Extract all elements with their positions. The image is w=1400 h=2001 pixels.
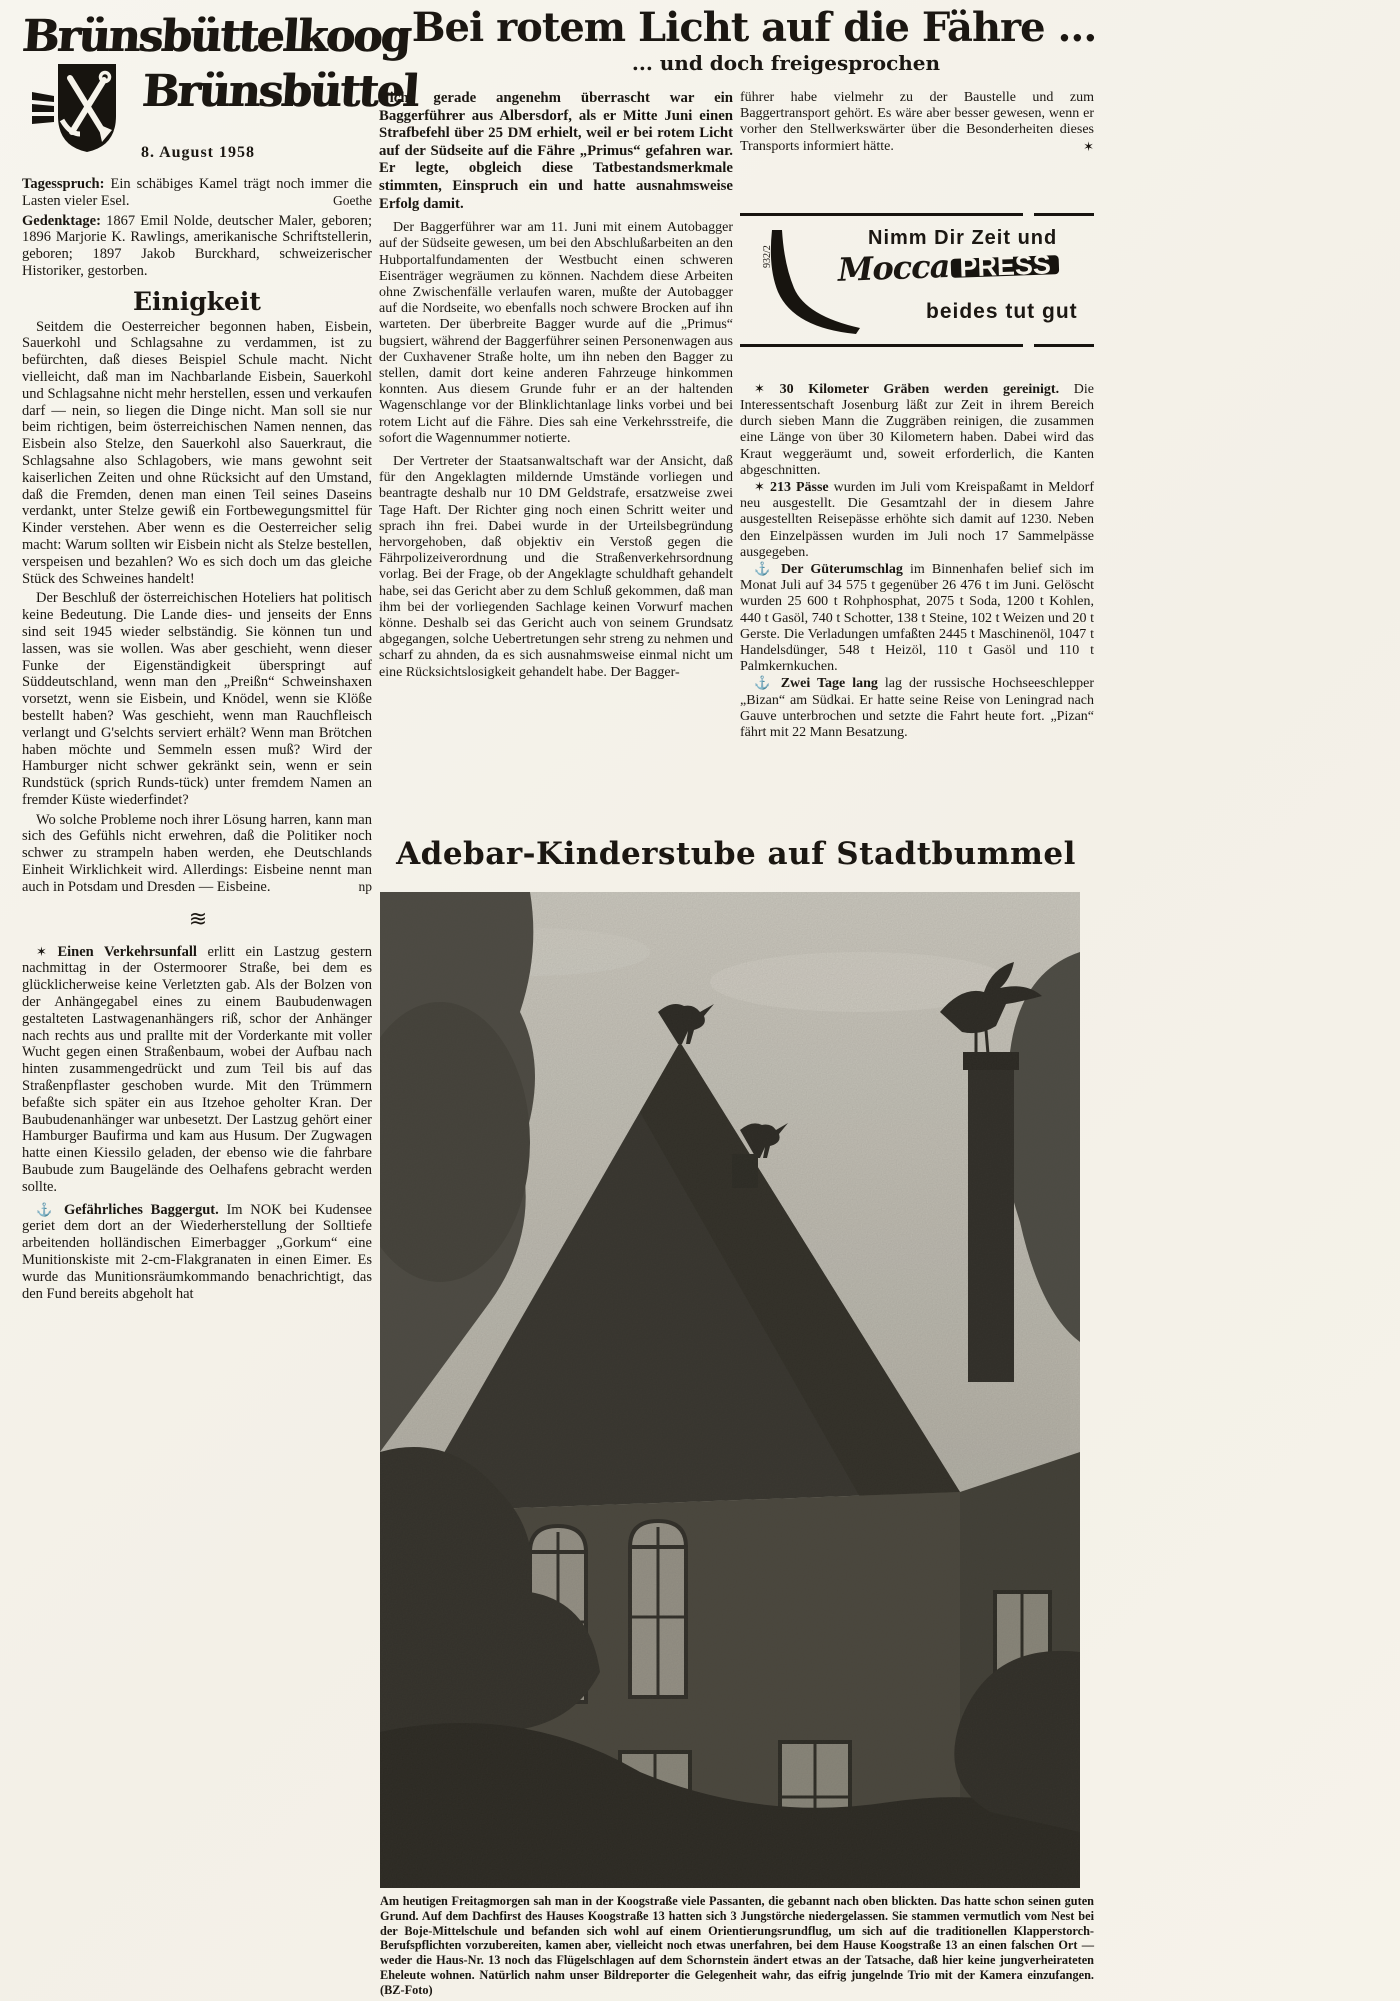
news-item-text: erlitt ein Lastzug gestern nachmittag in der Ostermoorer Straße, bei dem es glücklicherweise keine Verletzten gab. Als der Bolzen von der Anhängegabel eines zu einem Baubudenwagen gestalteten Lastwagenanhängers riß, schor der Anhänger nach rechts aus und prallte mit der Vorderkante mit voller Wucht gegen einen Straßenbaum, wobei der Aufbau nach hinten zusammengedrückt und zum Teil bis auf das Straßenpflaster geschoben wurde. Mit den Trümmern befaßte sich später ein aus Itzehoe geholter Kran. Der Baubudenanhänger war unbesetzt. Der Lastzug gehört einer Hamburger Baufirma und kam aus Husum. Der Zugwagen hatte einen Kiessilo geladen, der ebenso wie die fahrbare Baubude zum Baugelände des Oelhafens gebracht werden sollte.: [22, 943, 373, 1195]
masthead-title-line1: Brünsbüttelkoog: [20, 11, 412, 62]
article-title-einigkeit: Einigkeit: [133, 286, 261, 316]
news-item-baggergut: [22, 1202, 372, 1303]
news-item-text: im Binnenhafen belief sich im Monat Juli auf 34 575 t gegenüber 26 476 t im Juni. Gelöscht wurden 25 600 t Rohphosphat, 2075 t Soda, 1200 t Kohlen, 440 t Gasöl, 740 t Schotter, 138 t Steine, 102 t Weizen und 20 t Gerste. Die Verladungen umfaßten 2445 t Maschinenöl, 1047 t Handelsdünger, 548 t Heizöl, 110 t Gasöl und 110 t Palmkernkuchen.: [740, 562, 1095, 675]
photo-credit: (BZ-Foto): [380, 1982, 433, 1997]
news-item-gueterumschlag: [740, 561, 1094, 675]
anchor-icon: ⚓: [754, 561, 774, 577]
ferry-article-column-2: [740, 90, 1094, 741]
news-item-schlepper: [740, 675, 1094, 741]
ad-code: 932/2: [762, 245, 773, 268]
einigkeit-paragraph-3: [22, 812, 372, 896]
ferry-lead-paragraph: Nicht gerade angenehm überrascht war ein Baggerführer aus Albersdorf, als er Mitte Juni einen Strafbefehl über 25 DM erhielt, weil er bei rotem Licht auf der Südseite auf die Fähre „Primus“ gefahren war. Er legte, obgleich diese Tatbestandsmerkmale stimmten, Einspruch ein und hatte ausnahmsweise Erfolg damit.: [379, 90, 733, 212]
sub-headline: ... und doch freigesprochen: [631, 51, 941, 75]
news-item-lead: Zwei Tage lang: [780, 676, 878, 692]
stork-headline: Adebar-Kinderstube auf Stadtbummel: [396, 836, 1076, 872]
einigkeit-paragraph-1: Seitdem die Oesterreicher begonnen haben, Eisbein, Sauerkohl und Schlagsahne zu verdammen, ist zu befürchten, daß dieses Beispiel Schule macht. Nicht vielleicht, daß man im Nachbarlande Eisbein, Sauerkohl und Schlagsahne nicht mehr herstellen, essen und verkaufen darf — nein, so liegen die Dinge nicht. Man soll sie nur beim richtigen, beim österreichischen Namen nennen, das Eisbein also Stelze, den Sauerkohl also Sauerkraut, die Schlagsahne also Schlagobers, wie mans gewohnt seit kaiserlichen Zeiten und ohne Rücksicht auf den Umstand, daß die Fremden, denen man einen Teil seines Daseins verdankt, unter Stelze gewiß ein Fortbewegungsmittel für Kinder verstehen. Aber wenn es die Oesterreicher selig macht: Warum sollten wir Eisbein nicht als Stelze bestellen, verspeisen und bezahlen? Wo es sich doch um das gleiche Stück des Schweines handelt!: [22, 318, 372, 587]
horizontal-rule: [740, 344, 1094, 347]
star-icon: ✶: [1083, 138, 1094, 154]
ferry-article-header: [378, 6, 1130, 74]
gedenktage-text: 1867 Emil Nolde, deutscher Maler, geboren; 1896 Marjorie K. Rawlings, amerikanische Schriftstellerin, geboren; 1897 Jakob Burckhard, schweizerischer Historiker, gestorben.: [22, 212, 372, 279]
news-item-paesse: [740, 479, 1094, 561]
anchor-icon: ⚓: [36, 1201, 57, 1217]
left-column: [22, 176, 372, 1308]
stork-house-photo: [380, 892, 1080, 1888]
gedenktage-label: Gedenktage:: [22, 212, 101, 229]
einigkeit-paragraph-3-text: Wo solche Probleme noch ihrer Lösung harren, kann man sich des Gefühls nicht erwehren, daß die Politiker noch schwer zu strampeln haben werden, ehe Deutschlands Einheit Wirklichkeit wird. Allerdings: Eisbeine nennt man auch in Potsdam und Dresden — Eisbeine.: [22, 811, 372, 895]
gedenktage: [22, 213, 372, 280]
news-item-text: Die Interessentschaft Josenburg läßt zur Zeit in ihrem Bereich durch sieben Mann die Zuggräben reinigen, die zusammen eine Länge von über 30 Kilometern haben. Dabei wird das Kraut weggeräumt und, soweit erforderlich, die Kanten abgeschnitten.: [740, 381, 1095, 478]
ferry-continuation: [740, 90, 1094, 155]
author-initials: np: [358, 878, 372, 894]
issue-date: 8. August 1958: [140, 144, 256, 161]
news-item-lead: Gefährliches Baggergut.: [64, 1201, 219, 1218]
harbor-news-items: [740, 381, 1094, 741]
horizontal-rule: [740, 213, 1094, 216]
ferry-paragraph-1: Der Baggerführer war am 11. Juni mit einem Autobagger auf der Südseite gewesen, um bei den Abschlußarbeiten an den Hubportalfundamenten der Westbucht einen schweren Eisenträger wegräumen zu können. Nachdem diese Arbeiten ohne Zwischenfälle verlaufen waren, mußte der Autobagger auf die Nordseite, wo ebenfalls noch schwere Brocken auf ihn warteten. Der überbreite Bagger wurde auf die „Primus“ bugsiert, während der Baggerführer seinen Personenwagen aus der Cuxhavener Straße holte, um ihn neben den Bagger zu stellen, damit dort keine anderen Fahrzeuge hinkommen konnten. Aus diesem Grunde fuhr er an der haltenden Wagenschlange vor der Blinklichtanlage links vorbei und bei rotem Licht auf die Fähre. Dies sah eine Verkehrsstreife, die sofort die Wagennummer notierte.: [379, 220, 733, 446]
tagesspruch-author: Goethe: [333, 192, 372, 208]
local-news-items: [22, 944, 372, 1303]
news-item-lead: 30 Kilometer Gräben werden gereinigt.: [779, 381, 1060, 397]
photo-caption-text: Am heutigen Freitagmorgen sah man in der Koogstraße viele Passanten, die gebannt nach oben blickten. Das hatte schon seinen guten Grund. Auf dem Dachfirst des Hauses Koogstraße 13 hatten sich 3 Jungstörche niedergelassen. Sie stammen vermutlich vom Nest bei der Boje-Mittelschule und befanden sich wohl auf einem Orientierungsrundflug, um sich auf die traditionellen Klapperstorch-Berufspflichten vorzubereiten, kamen aber, vielleicht noch etwas unerfahren, bei dem Hause Koogstraße 13 an einen falschen Ort — weder die Haus-Nr. 13 noch das Flügelschlagen auf dem Schornstein ändert etwas an der Tatsache, daß hier keine jungverheirateten Eheleute wohnen. Natürlich nahm unser Bildreporter die Gelegenheit wahr, das eifrig jungelnde Trio mit der Kamera einzufangen.: [380, 1894, 1094, 1982]
news-item-text: wurden im Juli vom Kreispaßamt in Meldorf neu ausgestellt. Die Gesamtzahl der in diesem Jahre ausgestellten Reisepässe erhöhte sich damit auf 1230. Neben den Einzelpässen wurden im Juli noch 17 Sammelpässe ausgegeben.: [740, 480, 1095, 560]
news-item-lead: Der Güterumschlag: [780, 562, 903, 578]
news-item-text: lag der russische Hochseeschlepper „Bizan“ am Südkai. Er hatte seine Reise von Leningrad nach Gauve unterbrochen und setzte die Fahrt heute fort. „Pizan“ fährt mit 22 Mann Besatzung.: [740, 676, 1095, 741]
masthead-title-line2: Brünsbüttel: [140, 66, 420, 117]
photo-caption: [380, 1894, 1094, 1998]
ferry-article-column-1: [379, 90, 733, 688]
tagesspruch-label: Tagesspruch:: [22, 176, 105, 192]
wave-divider-icon: ≋: [188, 905, 206, 931]
einigkeit-paragraph-2: Der Beschluß der österreichischen Hoteliers hat politisch keine Bedeutung. Die Lande dies- und jenseits der Enns sind seit 1945 wieder selbständig. Sie können tun und lassen, was sie wollen. Was aber geschieht, wenn dieser Funke der Eigenständigkeit überspringt auf Süddeutschland, wenn man den „Preißn“ Schweinshaxen vorsetzt, wenn sie Eisbein, und Knödel, wenn sie Klöße bestellt haben? Was geschieht, wenn man Rauchfleisch verlangt und G'selchts serviert erhält? Wenn man Brötchen haben möchte und Semmeln essen muß? Wird der Hamburger nicht schwer gekränkt sein, wenn er sein Rundstück (sprich Runds-tück) unter fremdem Namen an fremder Küste wiederfindet?: [22, 590, 372, 808]
ad-tagline: Nimm Dir Zeit und: [868, 226, 1058, 249]
star-icon: ✶: [36, 943, 47, 959]
main-headline: Bei rotem Licht auf die Fähre ...: [411, 4, 1097, 51]
ferry-paragraph-2: Der Vertreter der Staatsanwaltschaft war der Ansicht, daß für den Angeklagten mildernde Umstände vorliegen und beantragte deshalb nur 10 DM Geldstrafe, ersatzweise zwei Tage Haft. Der Richter ging noch einen Schritt weiter und sprach ihn frei. Dabei wurde in der Urteilsbegründung hervorgehoben, daß objektiv ein Verstoß gegen die Fährpolizeiverordnung und die Straßenverkehrsordnung vorlag. Bei der Frage, ob der Angeklagte schuldhaft gehandelt habe, sei das Gericht aber zu dem Schluß gekommen, daß man ihm bei der vorliegenden Sachlage keinen Vorwurf machen könne. Deshalb sei das Gericht auch von seinem Grundsatz abgegangen, solche Uebertretungen sehr streng zu nehmen und scharf zu ahnden, da es sich ausnahmsweise einmal nicht um eine Rücksichtslosigkeit gehandelt habe. Der Bagger-: [379, 454, 733, 680]
tagesspruch: [22, 176, 372, 210]
anchor-icon: ⚓: [754, 675, 774, 691]
masthead: [20, 11, 420, 170]
news-item-text: Im NOK bei Kudensee geriet dem dort an der Wiederherstellung der Solltiefe arbeitenden holländischen Eimerbagger „Gorkum“ eine Munitionskiste mit 2-cm-Flakgranaten in einen Eimer. Es wurde das Munitionsräumkommando benachrichtigt, das den Fund bereits abgeholt hat: [22, 1201, 372, 1302]
star-icon: ✶: [754, 380, 765, 396]
news-item-lead: Einen Verkehrsunfall: [57, 943, 197, 960]
news-item-graeben: [740, 381, 1094, 479]
news-item-verkehrsunfall: [22, 944, 372, 1196]
ferry-continuation-text: führer habe vielmehr zu der Baustelle und zum Baggertransport gehört. Es wäre aber besser gewesen, wenn er vorher den Stellwerkswärter über die Besonderheiten dieses Transports informiert hätte.: [740, 90, 1094, 154]
ad-slogan: beides tut gut: [926, 299, 1078, 323]
brand-box: PRESS: [951, 255, 1059, 278]
star-icon: ✶: [754, 479, 765, 495]
news-item-lead: 213 Pässe: [769, 480, 829, 496]
mocca-press-ad: [740, 226, 1094, 336]
tagesspruch-text: Ein schäbiges Kamel trägt noch immer die Lasten vieler Esel.: [22, 176, 373, 209]
brand-script: Mocca: [837, 246, 950, 289]
mocca-press-logo: [837, 246, 1060, 289]
